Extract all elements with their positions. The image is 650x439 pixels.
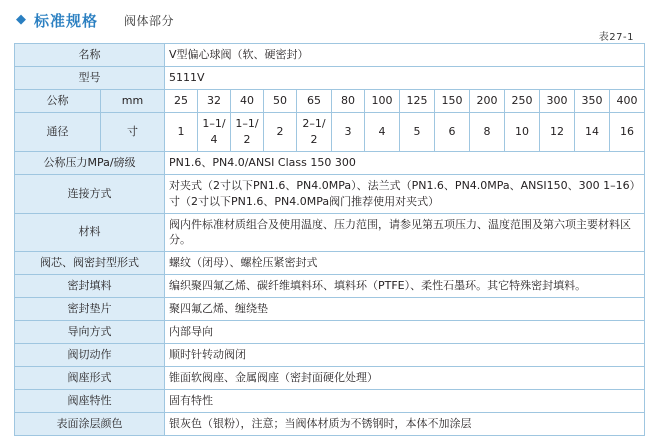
mm-value-cell: 50 [264,89,297,112]
row-value-stem-seal: 螺纹（闭母）、螺栓压紧密封式 [165,252,645,275]
row-value-gasket: 聚四氟乙烯、缠绕垫 [165,298,645,321]
table-row [15,151,645,174]
table-row [15,44,645,67]
row-value-seat-form: 锥面软阀座、金属阀座（密封面硬化处理） [165,367,645,390]
row-label-packing: 密封填料 [15,275,165,298]
table-row [15,298,645,321]
mm-value-cell: 350 [575,89,610,112]
mm-value-cell: 80 [332,89,365,112]
row-label-mm-unit: mm [101,89,165,112]
row-label-seat-characteristic: 阀座特性 [15,390,165,413]
inch-value-cell: 4 [365,112,400,151]
table-row [15,213,645,252]
table-row [15,112,645,151]
table-number: 表27-1 [598,32,634,43]
table-row [15,321,645,344]
page-subtitle: 阀体部分 [124,14,175,28]
table-row [15,390,645,413]
row-label-guide: 导向方式 [15,321,165,344]
table-row [15,89,645,112]
table-row [15,344,645,367]
mm-value-cell: 125 [400,89,435,112]
row-label-pressure: 公称压力MPa/磅级 [15,151,165,174]
mm-value-cell: 65 [297,89,332,112]
inch-value-cell: 2 [264,112,297,151]
table-row [15,367,645,390]
row-value-coating-color: 银灰色（银粉），注意；当阀体材质为不锈钢时，本体不加涂层 [165,412,645,435]
row-value-seat-characteristic: 固有特性 [165,390,645,413]
inch-value-cell: 6 [435,112,470,151]
row-label-seat-form: 阀座形式 [15,367,165,390]
row-label-inch-unit: 寸 [101,112,165,151]
table-row [15,412,645,435]
table-row [15,275,645,298]
row-label-model: 型号 [15,66,165,89]
row-value-name: V型偏心球阀（软、硬密封） [165,44,645,67]
row-value-model: 5111V [165,66,645,89]
inch-value-cell: 1–1/4 [198,112,231,151]
mm-value-cell: 400 [610,89,645,112]
row-value-action: 顺时针转动阀闭 [165,344,645,367]
row-value-guide: 内部导向 [165,321,645,344]
row-label-material: 材料 [15,213,165,252]
row-label-action: 阀切动作 [15,344,165,367]
mm-value-cell: 200 [470,89,505,112]
diamond-bullet-icon: ◆ [16,12,26,27]
row-value-pressure: PN1.6、PN4.0/ANSI Class 150 300 [165,151,645,174]
mm-value-cell: 300 [540,89,575,112]
mm-value-cell: 40 [231,89,264,112]
inch-value-cell: 16 [610,112,645,151]
row-label-connection: 连接方式 [15,174,165,213]
mm-value-cell: 100 [365,89,400,112]
mm-value-cell: 25 [165,89,198,112]
table-row [15,252,645,275]
inch-value-cell: 3 [332,112,365,151]
row-label-coating-color: 表面涂层颜色 [15,412,165,435]
row-value-connection: 对夹式（2寸以下PN1.6、PN4.0MPa）、法兰式（PN1.6、PN4.0MPa、ANSI150、300 1–16）寸（2寸以下PN1.6、PN4.0MPa阀门推荐使用对夹式） [165,174,645,213]
inch-value-cell: 14 [575,112,610,151]
inch-value-cell: 2–1/2 [297,112,332,151]
row-value-packing: 编织聚四氟乙烯、碳纤维填料环、填料环（PTFE）、柔性石墨环。其它特殊密封填料。 [165,275,645,298]
row-label-nominal: 公称 [15,89,101,112]
row-value-material: 阀内件标准材质组合及使用温度、压力范围，请参见第五项压力、温度范围及第六项主要材料区分。 [165,213,645,252]
inch-value-cell: 12 [540,112,575,151]
inch-value-cell: 10 [505,112,540,151]
table-row [15,66,645,89]
table-row [15,174,645,213]
row-label-gasket: 密封垫片 [15,298,165,321]
inch-value-cell: 8 [470,112,505,151]
inch-value-cell: 1 [165,112,198,151]
inch-value-cell: 1–1/2 [231,112,264,151]
inch-value-cell: 5 [400,112,435,151]
specification-table [14,43,645,436]
mm-value-cell: 150 [435,89,470,112]
row-label-stem-seal: 阀芯、阀密封型形式 [15,252,165,275]
page-title: 标准规格 [34,12,99,30]
mm-value-cell: 250 [505,89,540,112]
row-label-name: 名称 [15,44,165,67]
mm-value-cell: 32 [198,89,231,112]
page-header [16,10,636,31]
row-label-diameter: 通径 [15,112,101,151]
